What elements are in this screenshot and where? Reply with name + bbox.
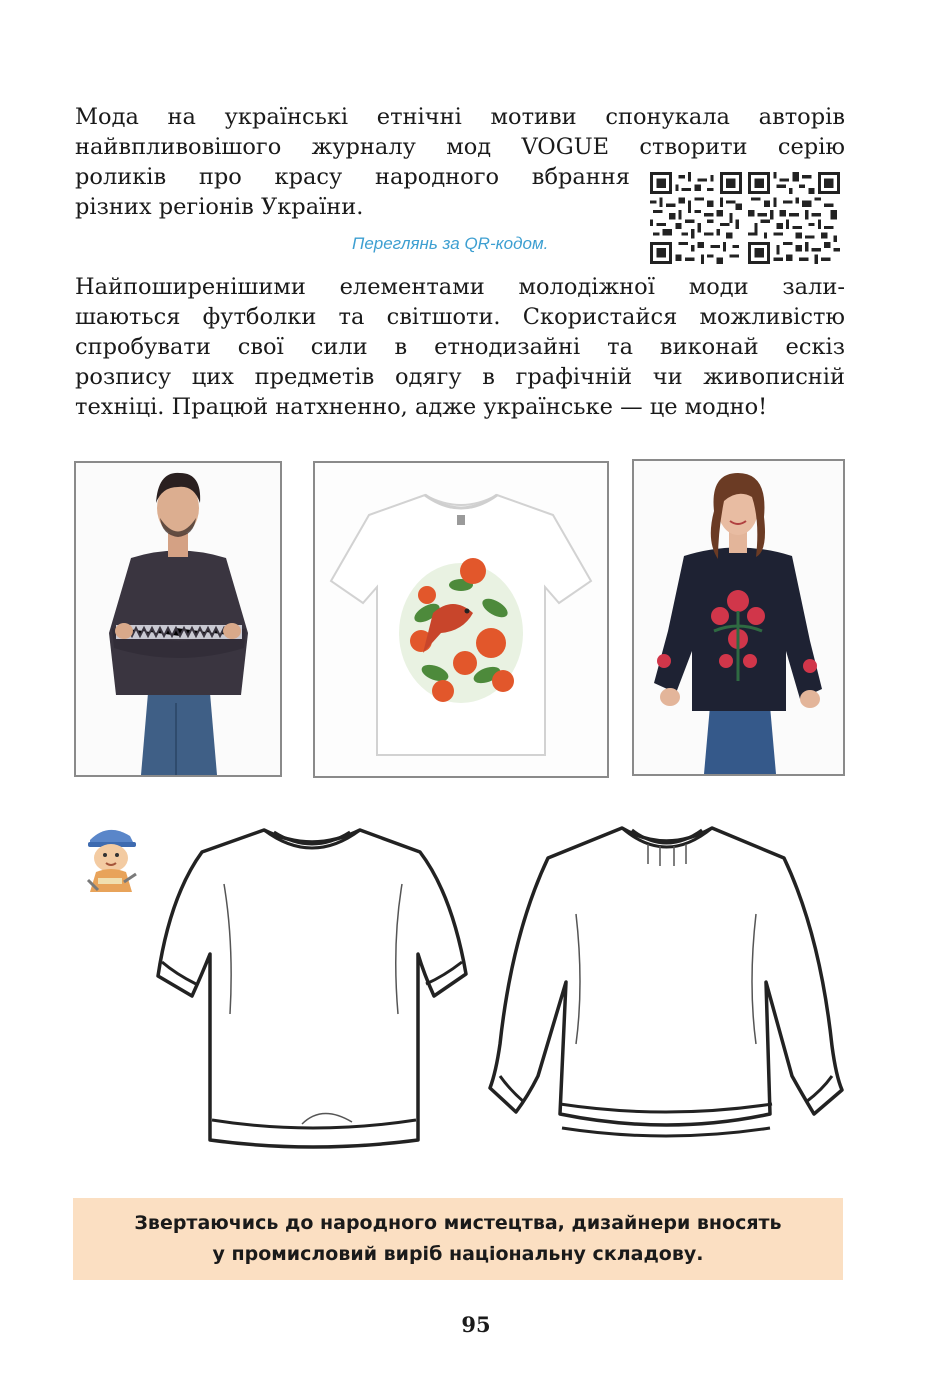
main-paragraph bbox=[75, 272, 845, 422]
intro-line-2: найвпливовішого журналу мод VOGUE створити серію bbox=[75, 134, 845, 160]
main-line-5: техніці. Працюй натхненно, адже українське — це модно! bbox=[75, 394, 768, 420]
callout-line-1: Звертаючись до народного мистецтва, дизайнери вносять bbox=[134, 1212, 782, 1234]
qr-code-2[interactable] bbox=[748, 172, 840, 264]
intro-line-4: різних регіонів України. bbox=[75, 194, 364, 220]
photo-tshirt-print bbox=[313, 461, 609, 778]
mascot-boy-icon bbox=[78, 820, 142, 898]
main-line-1: Найпоширенішими елементами молодіжної моди зали- bbox=[75, 274, 845, 300]
callout-line-2: у промисловий виріб національну складову. bbox=[212, 1243, 704, 1265]
tshirt-outline-drawing bbox=[152, 824, 470, 1168]
intro-line-3: роликів про красу народного вбрання bbox=[75, 164, 630, 190]
sweatshirt-outline-drawing bbox=[480, 814, 852, 1166]
qr-caption: Переглянь за QR-кодом. bbox=[352, 234, 549, 253]
photo-man-sweater bbox=[74, 461, 282, 777]
main-line-2: шаються футболки та світшоти. Скористайся можливістю bbox=[75, 304, 845, 330]
page-number: 95 bbox=[461, 1312, 491, 1337]
photo-woman-sweater bbox=[632, 459, 845, 776]
qr-code-1[interactable] bbox=[650, 172, 742, 264]
callout-box bbox=[73, 1198, 843, 1280]
main-line-3: спробувати свої сили в етнодизайні та виконай ескіз bbox=[75, 334, 845, 360]
intro-line-1: Мода на українські етнічні мотиви спонукала авторів bbox=[75, 104, 845, 130]
main-line-4: розпису цих предметів одягу в графічній чи живописній bbox=[75, 364, 845, 390]
